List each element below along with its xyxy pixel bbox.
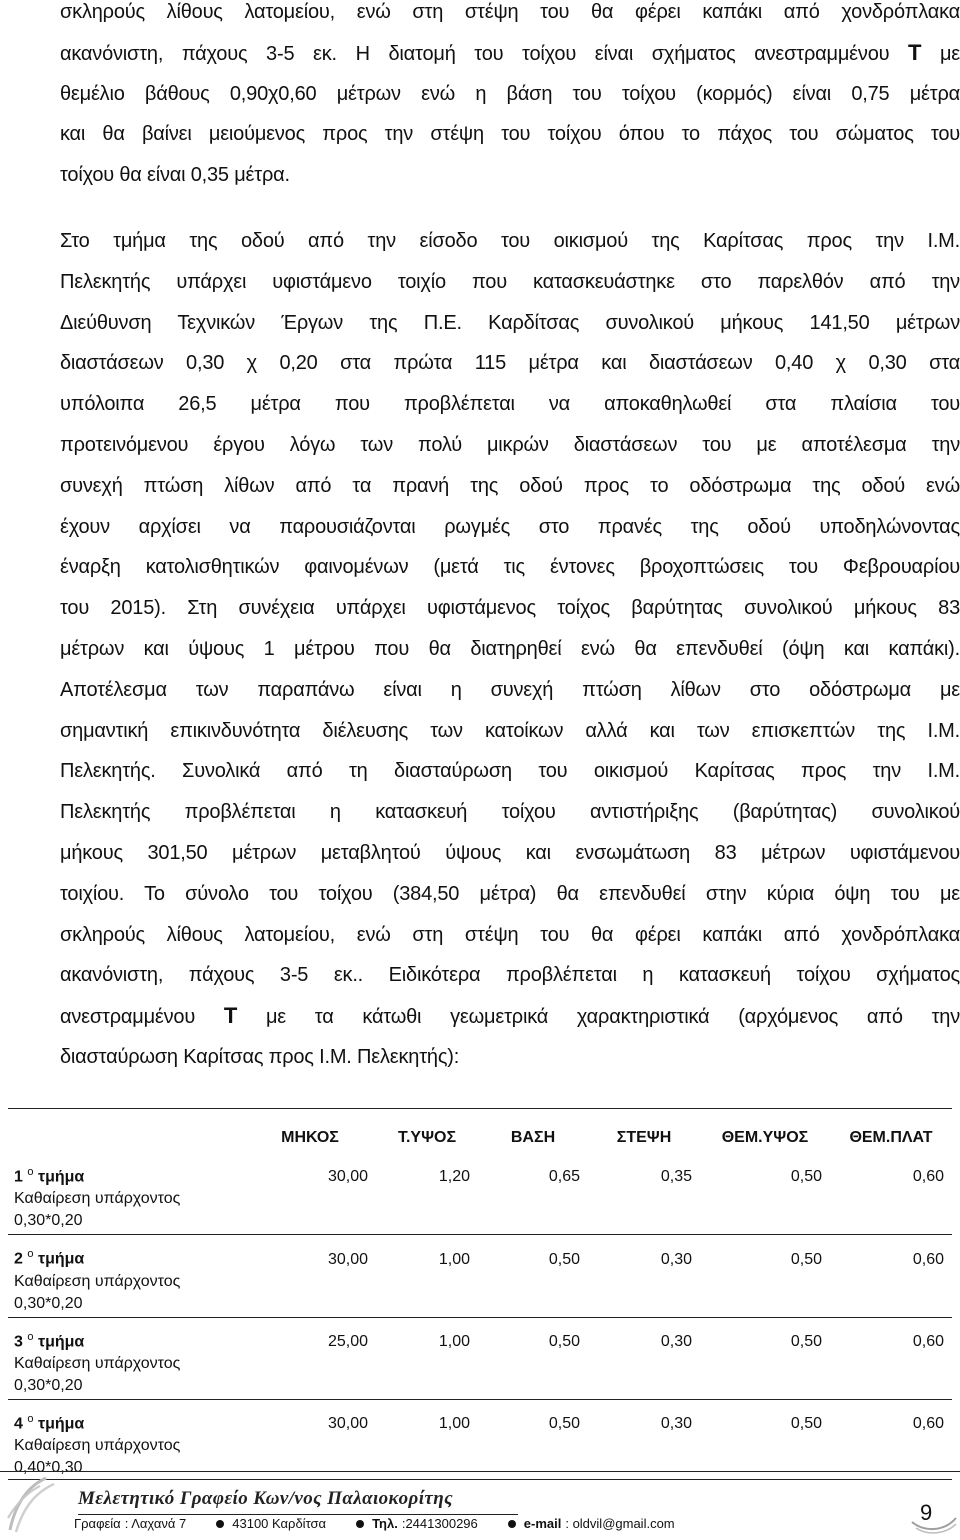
table-row: 3 $^o$ τμήμα 25,00 1,00 0,50 0,30 0,50 0,60 — [8, 1317, 952, 1353]
table-row: Καθαίρεση υπάρχοντος — [14, 1272, 181, 1290]
text-line: ακανόνιστη, πάχους 3-5 εκ.. Ειδικότερα προβλέπεται η κατασκευή τοίχου σχήματος — [60, 964, 960, 987]
table-row: Καθαίρεση υπάρχοντος — [14, 1190, 181, 1208]
section-name: 2 $^o$ τμήμα — [14, 1248, 85, 1268]
text-line: Αποτέλεσμα των παραπάνω είναι η συνεχή πτώση λίθων στο οδόστρωμα με — [60, 678, 960, 701]
section-name: 3 $^o$ τμήμα — [14, 1330, 85, 1350]
page-number-swoosh-icon — [910, 1492, 958, 1534]
text-line: έχουν αρχίσει να παρουσιάζονται ρωγμές στο πρανές της οδού υποδηλώνοντας — [60, 515, 960, 538]
text-line: σκληρούς λίθους λατομείου, ενώ στη στέψη του θα φέρει καπάκι από χονδρόπλακα — [60, 1, 960, 23]
table-row: Καθαίρεση υπάρχοντος — [14, 1437, 181, 1455]
table-header-row — [8, 1109, 952, 1152]
table-row: 4 $^o$ τμήμα 30,00 1,00 0,50 0,30 0,50 0,60 — [8, 1399, 952, 1435]
text-line: Πελεκητής προβλέπεται η κατασκευή τοίχου αντιστήριξης (βαρύτητας) συνολικού — [60, 801, 960, 824]
text-line: συνεχή πτώση λίθων από τα πρανή της οδού προς το οδόστρωμα της οδού ενώ — [60, 474, 960, 497]
paragraph-existing-wall — [60, 221, 960, 1078]
header-crest: ΣΤΕΨΗ — [588, 1109, 700, 1152]
footer-divider — [0, 1471, 960, 1472]
text-line: Διεύθυνση Τεχνικών Έργων της Π.Ε. Καρδίτσας συνολικού μήκους 141,50 μέτρων — [60, 311, 960, 334]
header-foundation-height: ΘΕΜ.ΥΨΟΣ — [700, 1109, 830, 1152]
office-name: Μελετητικό Γραφείο Κων/νος Παλαιοκορίτης — [78, 1488, 453, 1509]
text-line: και θα βαίνει μειούμενος προς την στέψη του τοίχου όπου το πάχος του σώματος του — [60, 123, 960, 146]
text-line: του 2015). Στη συνέχεια υπάρχει υφιστάμενος τοίχος βαρύτητας συνολικού μήκους 83 — [60, 597, 960, 620]
footer-address: Γραφεία : Λαχανά 7 — [74, 1516, 187, 1531]
text-line: έναρξη κατολισθητικών φαινομένων (μετά τις έντονες βροχοπτώσεις του Φεβρουαρίου — [60, 556, 960, 579]
text-line: Πελεκητής. Συνολικά από τη διασταύρωση του οικισμού Καρίτσας προς την Ι.Μ. — [60, 760, 960, 783]
text-line: τοιχίου. Το σύνολο του τοίχου (384,50 μέτρα) θα επενδυθεί στην κύρια όψη του με — [60, 882, 960, 905]
header-foundation-width: ΘΕΜ.ΠΛΑΤ — [830, 1109, 952, 1152]
text-line: σκληρούς λίθους λατομείου, ενώ στη στέψη του θα φέρει καπάκι από χονδρόπλακα — [60, 923, 960, 946]
wall-geometry-table — [8, 1108, 952, 1480]
header-wall-height: Τ.ΥΨΟΣ — [376, 1109, 478, 1152]
text-line: θεμέλιο βάθους 0,90χ0,60 μέτρων ενώ η βάση του τοίχου (κορμός) είναι 0,75 μέτρα — [60, 82, 960, 105]
table-row: Καθαίρεση υπάρχοντος — [14, 1354, 181, 1372]
text-line: σημαντική επικινδυνότητα διέλευσης των κατοίκων αλλά και των επισκεπτών της Ι.Μ. — [60, 719, 960, 742]
text-line: τοίχου θα είναι 0,35 μέτρα. — [60, 164, 290, 187]
table-row: 2 $^o$ τμήμα 30,00 1,00 0,50 0,30 0,50 0,60 — [8, 1235, 952, 1271]
text-line: Πελεκητής υπάρχει υφιστάμενο τοιχίο που κατασκευάστηκε στο παρελθόν από την — [60, 270, 960, 293]
office-name-underline — [78, 1514, 518, 1515]
footer-email: e-mail : oldvil@gmail.com — [508, 1516, 675, 1531]
shape-letter-t: Τ — [223, 1003, 238, 1029]
footer-city: 43100 Καρδίτσα — [216, 1516, 326, 1531]
table-row: 0,30*0,20 — [8, 1293, 952, 1318]
text-line: υπόλοιπα 26,5 μέτρα που προβλέπεται να αποκαθηλωθεί στα πλαίσια του — [60, 393, 960, 416]
text-line: διασταύρωση Καρίτσας προς Ι.Μ. Πελεκητής): — [60, 1045, 460, 1068]
footer-contact — [74, 1516, 705, 1531]
footer-phone: Τηλ. :2441300296 — [356, 1516, 478, 1531]
text-line: προτεινόμενου έργου λόγω των πολύ μικρών διαστάσεων του με αποτέλεσμα την — [60, 433, 960, 456]
section-name: 4 $^o$ τμήμα — [14, 1412, 85, 1433]
section-name: 1 $^o$ τμήμα — [14, 1166, 85, 1186]
office-logo-icon — [6, 1474, 60, 1534]
table-row: 0,40*0,30 — [8, 1457, 952, 1480]
text-line: μήκους 301,50 μέτρων μεταβλητού ύψους και ενσωμάτωση 83 μέτρων υφιστάμενου — [60, 841, 960, 864]
text-line: μέτρων και ύψους 1 μέτρου που θα διατηρηθεί ενώ θα επενδυθεί (όψη και καπάκι). — [60, 637, 960, 660]
text-line-with-shape: ακανόνιστη, πάχους 3-5 εκ. Η διατομή του τοίχου είναι σχήματος ανεστραμμένου Τ με — [60, 39, 960, 65]
text-line: Στο τμήμα της οδού από την είσοδο του οικισμού της Καρίτσας προς την Ι.Μ. — [60, 230, 960, 252]
bullet-icon — [216, 1520, 224, 1528]
text-line-with-shape: ανεστραμμένου Τ με τα κάτωθι γεωμετρικά χαρακτηριστικά (αρχόμενος από την — [60, 1003, 960, 1029]
table-row: 0,30*0,20 — [8, 1375, 952, 1400]
bullet-icon — [356, 1520, 364, 1528]
page-number: 9 — [920, 1500, 933, 1525]
text-line: διαστάσεων 0,30 χ 0,20 στα πρώτα 115 μέτρα και διαστάσεων 0,40 χ 0,30 στα — [60, 352, 960, 375]
table-row: 0,30*0,20 — [8, 1210, 952, 1235]
header-base: ΒΑΣΗ — [478, 1109, 588, 1152]
table-row: 1 $^o$ τμήμα 30,00 1,20 0,65 0,35 0,50 0,60 — [8, 1151, 952, 1188]
paragraph-wall-section — [60, 0, 960, 196]
header-length: ΜΗΚΟΣ — [244, 1109, 376, 1152]
bullet-icon — [508, 1520, 516, 1528]
shape-letter-t: Τ — [908, 39, 922, 65]
